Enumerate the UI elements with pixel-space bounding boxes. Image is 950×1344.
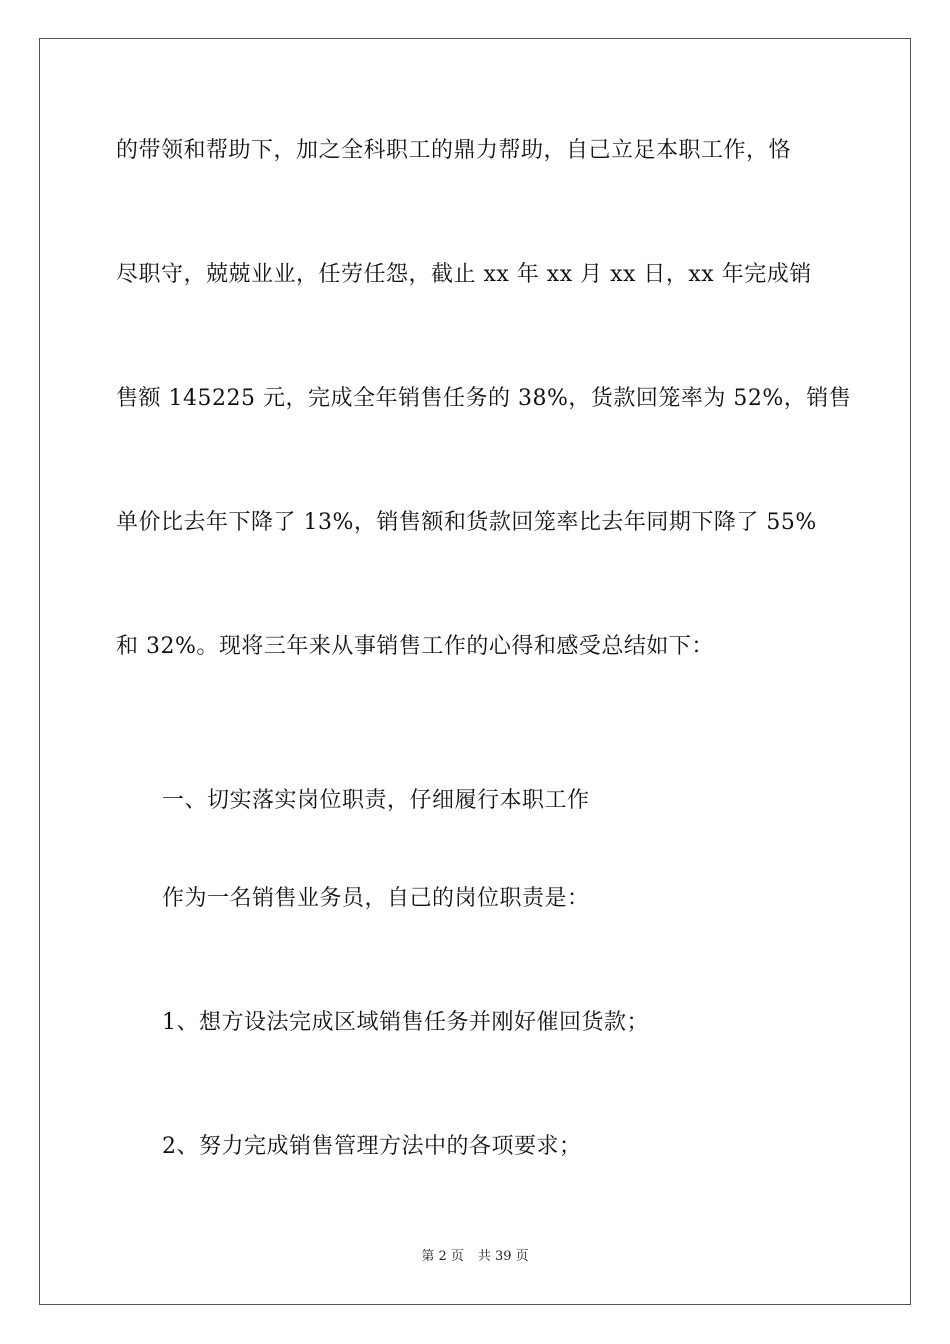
body-text-line: 单价比去年下降了 13%，销售额和货款回笼率比去年同期下降了 55%	[116, 510, 817, 535]
page-total: 共 39 页	[477, 1249, 529, 1264]
page-border	[39, 38, 911, 1305]
body-text-line: 的带领和帮助下，加之全科职工的鼎力帮助，自己立足本职工作，恪	[116, 138, 792, 163]
body-text-line: 尽职守，兢兢业业，任劳任怨，截止 xx 年 xx 月 xx 日，xx 年完成销	[116, 262, 812, 287]
section-heading: 一、切实落实岗位职责，仔细履行本职工作	[162, 788, 590, 813]
body-text-line: 售额 145225 元，完成全年销售任务的 38%，货款回笼率为 52%，销售	[116, 386, 852, 411]
list-item: 2、努力完成销售管理方法中的各项要求；	[162, 1134, 582, 1159]
page-number: 第 2 页	[421, 1249, 464, 1264]
body-text-line: 和 32%。现将三年来从事销售工作的心得和感受总结如下：	[116, 634, 714, 659]
body-text-line: 作为一名销售业务员，自己的岗位职责是：	[162, 886, 590, 911]
list-item: 1、想方设法完成区域销售任务并刚好催回货款；	[162, 1010, 649, 1035]
page-footer	[0, 1248, 950, 1266]
